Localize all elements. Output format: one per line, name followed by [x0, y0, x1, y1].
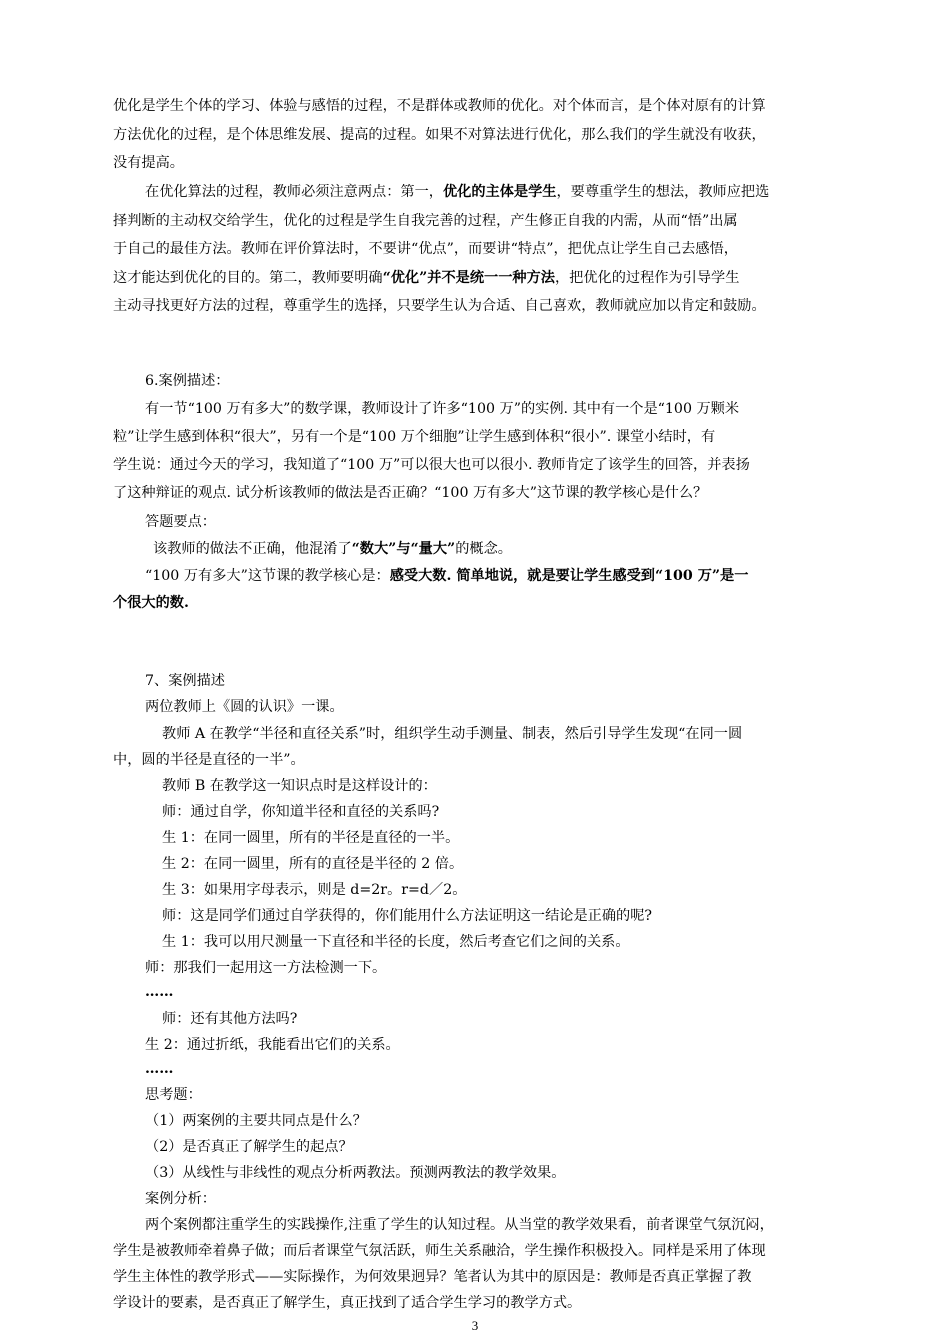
question-item: （2）是否真正了解学生的起点？	[145, 1139, 353, 1155]
question-item: （3）从线性与非线性的观点分析两教法。预测两教法的教学效果。	[145, 1165, 566, 1181]
paragraph-line: 学设计的要素，是否真正了解学生，真正找到了适合学生学习的教学方式。	[113, 1295, 582, 1311]
paragraph-line: 这才能达到优化的目的。第二，教师要明确“优化”并不是统一一种方法，把优化的过程作为引导学生	[113, 270, 740, 286]
answer-line: 该教师的做法不正确，他混淆了“数大”与“量大”的概念。	[153, 541, 512, 557]
ellipsis: ……	[145, 1061, 174, 1077]
paragraph-line: 没有提高。	[113, 155, 184, 171]
ellipsis: ……	[145, 984, 174, 1000]
paragraph-line: 择判断的主动权交给学生，优化的过程是学生自我完善的过程，产生修正自我的内需，从而“悟”出属	[113, 213, 738, 229]
paragraph-line: 学生说：通过今天的学习，我知道了“100 万”可以很大也可以很小. 教师肯定了该学生的回答，并表扬	[113, 457, 750, 473]
section-heading: 6.案例描述：	[145, 373, 230, 389]
bold-emphasis: 优化的主体是学生	[442, 184, 557, 200]
paragraph-line: 主动寻找更好方法的过程，尊重学生的选择，只要学生认为合适、自己喜欢，教师就应加以肯定和鼓励。	[113, 298, 766, 314]
question-item: （1）两案例的主要共同点是什么？	[145, 1113, 367, 1129]
dialogue-line: 生 1：我可以用尺测量一下直径和半径的长度，然后考查它们之间的关系。	[162, 934, 630, 950]
questions-heading: 思考题：	[145, 1087, 202, 1103]
paragraph-line: 中，圆的半径是直径的一半”。	[113, 752, 305, 768]
answer-heading: 答题要点：	[145, 514, 216, 530]
dialogue-line: 师：通过自学，你知道半径和直径的关系吗?	[162, 804, 440, 820]
answer-line: “100 万有多大”这节课的教学核心是：感受大数. 简单地说，就是要让学生感受到“100 万”是一	[145, 568, 749, 584]
section-heading: 7、案例描述	[145, 673, 225, 689]
dialogue-line: 教师 B 在教学这一知识点时是这样设计的：	[162, 778, 437, 794]
dialogue-line: 师：那我们一起用这一方法检测一下。	[145, 960, 387, 976]
dialogue-line: 师：这是同学们通过自学获得的，你们能用什么方法证明这一结论是正确的呢?	[162, 908, 652, 924]
paragraph-line: 有一节“100 万有多大”的数学课，教师设计了许多“100 万”的实例. 其中有一个是“100 万颗米	[145, 401, 740, 417]
paragraph-line: 于自己的最佳方法。教师在评价算法时，不要讲“优点”，而要讲“特点”，把优点让学生自己去感悟，	[113, 241, 738, 257]
paragraph-line: 学生主体性的教学形式——实际操作，为何效果迥异？笔者认为其中的原因是：教师是否真正掌握了教	[113, 1269, 752, 1285]
paragraph-line: 学生是被教师牵着鼻子做；而后者课堂气氛活跃，师生关系融洽，学生操作积极投入。同样是采用了体现	[113, 1243, 766, 1259]
dialogue-line: 师：还有其他方法吗?	[162, 1011, 298, 1027]
bold-emphasis: 感受大数. 简单地说，就是要让学生感受到“100 万”是一	[389, 568, 749, 584]
paragraph-line: 粒”让学生感到体积“很大”，另有一个是“100 万个细胞”让学生感到体积“很小”. 课堂小结时，有	[113, 429, 716, 445]
bold-emphasis: “优化”并不是统一一种方法	[382, 270, 555, 286]
dialogue-line: 生 1：在同一圆里，所有的半径是直径的一半。	[162, 830, 460, 846]
dialogue-line: 生 2：通过折纸，我能看出它们的关系。	[145, 1037, 400, 1053]
paragraph-line: 优化是学生个体的学习、体验与感悟的过程，不是群体或教师的优化。对个体而言，是个体对原有的计算	[113, 98, 766, 114]
answer-line: 个很大的数.	[113, 595, 189, 611]
analysis-heading: 案例分析：	[145, 1191, 216, 1207]
page-number: 3	[471, 1318, 479, 1333]
paragraph-line: 了这种辩证的观点. 试分析该教师的做法是否正确？“100 万有多大”这节课的教学核心是什么？	[113, 485, 708, 501]
paragraph-line: 方法优化的过程，是个体思维发展、提高的过程。如果不对算法进行优化，那么我们的学生就没有收获，	[113, 127, 766, 143]
dialogue-line: 生 2：在同一圆里，所有的直径是半径的 2 倍。	[162, 856, 464, 872]
bold-emphasis: “数大”与“量大”	[351, 541, 456, 557]
paragraph-line: 两位教师上《圆的认识》一课。	[145, 699, 344, 715]
paragraph-line: 在优化算法的过程，教师必须注意两点：第一，优化的主体是学生，要尊重学生的想法，教师应把选	[145, 184, 770, 200]
paragraph-line: 教师 A 在教学“半径和直径关系”时，组织学生动手测量、制表，然后引导学生发现“在同一圆	[162, 726, 743, 742]
paragraph-line: 两个案例都注重学生的实践操作,注重了学生的认知过程。从当堂的教学效果看，前者课堂气氛沉闷，	[145, 1217, 774, 1233]
dialogue-line: 生 3：如果用字母表示，则是 d=2r。r=d／2。	[162, 882, 467, 898]
